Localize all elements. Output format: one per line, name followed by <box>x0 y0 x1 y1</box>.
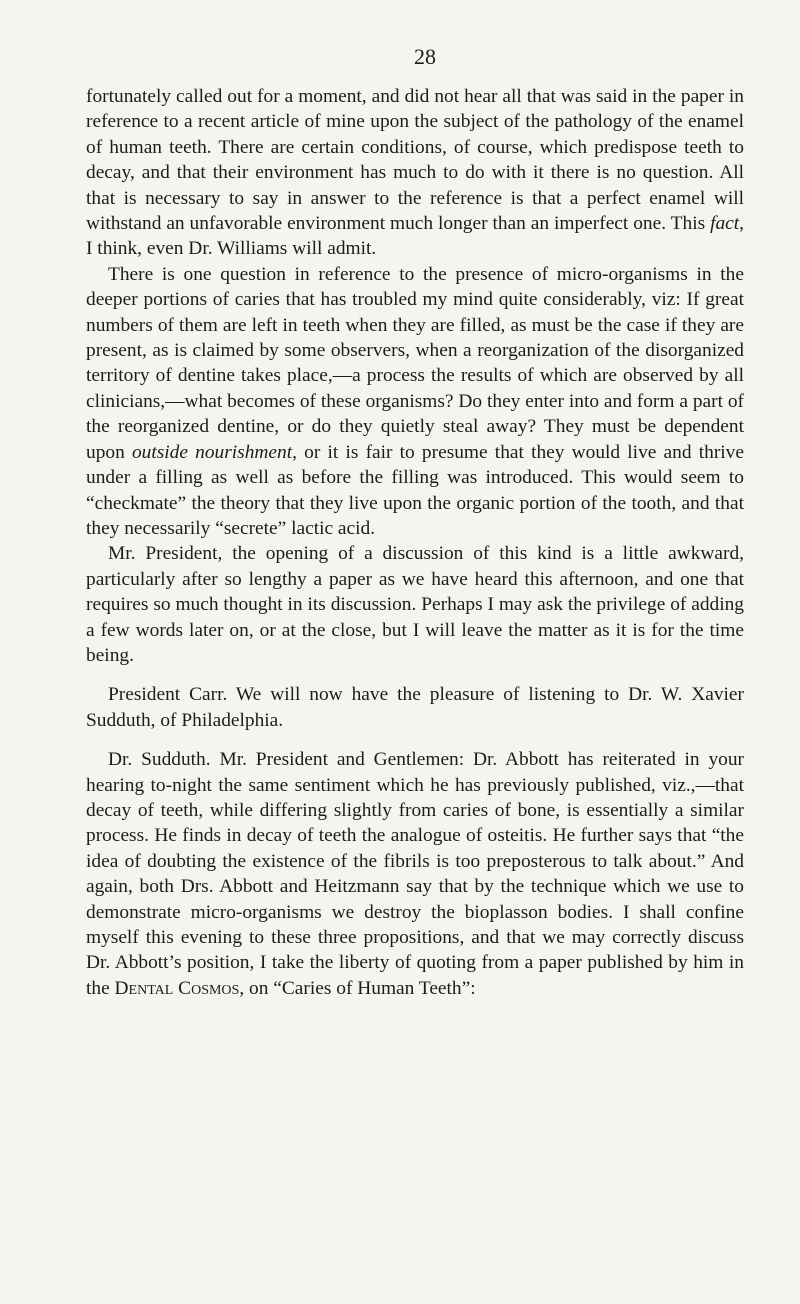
paragraph-text: , or it is fair to presume that they would live and thrive under a filling as well as before the filling was introduced. This would seem to “checkmate” the theory that they live upon the organic portion of the tooth, and that they necessarily “secrete” lactic acid. <box>86 441 744 539</box>
book-page <box>86 44 744 1001</box>
journal-name: Dental Cosmos <box>114 977 240 999</box>
paragraph-continuation <box>86 84 744 262</box>
paragraph-text: Mr. President, the opening of a discussion of this kind is a little awkward, particularly after so lengthy a paper as we have heard this afternoon, and one that requires so much thought in its discussion. Perhaps I may ask the privilege of adding a few words later on, or at the close, but I will leave the matter as it is for the time being. <box>86 543 744 666</box>
emphasis-outside-nourishment: outside nourishment <box>131 441 293 463</box>
paragraph-mr-president <box>86 541 744 668</box>
paragraph-text: Dr. Sudduth. Mr. President and Gentlemen: Dr. Abbott has reiterated in your hearing to-night the same sentiment which he has previously published, viz.,—that decay of teeth, while differing slightly from caries of bone, is essentially a similar process. He finds in decay of teeth the analogue of osteitis. He further says that “the idea of doubting the existence of the fibrils is too preposterous to talk about.” And again, both Drs. Abbott and Heitzmann say that by the technique which we use to demonstrate micro-organisms we destroy the bioplasson bodies. I shall confine myself this evening to these three propositions, and that we may correctly discuss Dr. Abbott’s position, I take the liberty of quoting from a paper published by him in the <box>86 749 744 999</box>
paragraph-text: There is one question in reference to the presence of micro-organisms in the deeper portions of caries that has troubled my mind quite considerably, viz: If great numbers of them are left in teeth when they are filled, as must be the case if they are present, as is claimed by some observers, when a reorganization of the disorganized territory of dentine takes place,—a process the results of which are observed by all clinicians,—what becomes of these organisms? Do they enter into and form a part of the reorganized dentine, or do they quietly steal away? They must be dependent upon <box>86 263 744 463</box>
paragraph-dr-sudduth <box>86 747 744 1001</box>
paragraph-micro-organisms <box>86 262 744 541</box>
paragraph-president-carr <box>86 682 744 733</box>
paragraph-text: fortunately called out for a moment, and did not hear all that was said in the paper in reference to a recent article of mine upon the subject of the pathology of the enamel of human teeth. There are certain conditions, of course, which predispose teeth to decay, and that their environment has much to do with it there is no question. All that is necessary to say in answer to the reference is that a perfect enamel will withstand an unfavorable environment much longer than an imperfect one. This <box>86 86 744 235</box>
paragraph-text: President Carr. We will now have the pleasure of listening to Dr. W. Xavier Sudduth, of Philadelphia. <box>86 684 744 731</box>
paragraph-text: , I think, even Dr. Williams will admit. <box>86 213 744 260</box>
page-number: 28 <box>414 44 436 69</box>
emphasis-fact: fact <box>710 213 740 235</box>
paragraph-text: , on “Caries of Human Teeth”: <box>239 977 476 999</box>
